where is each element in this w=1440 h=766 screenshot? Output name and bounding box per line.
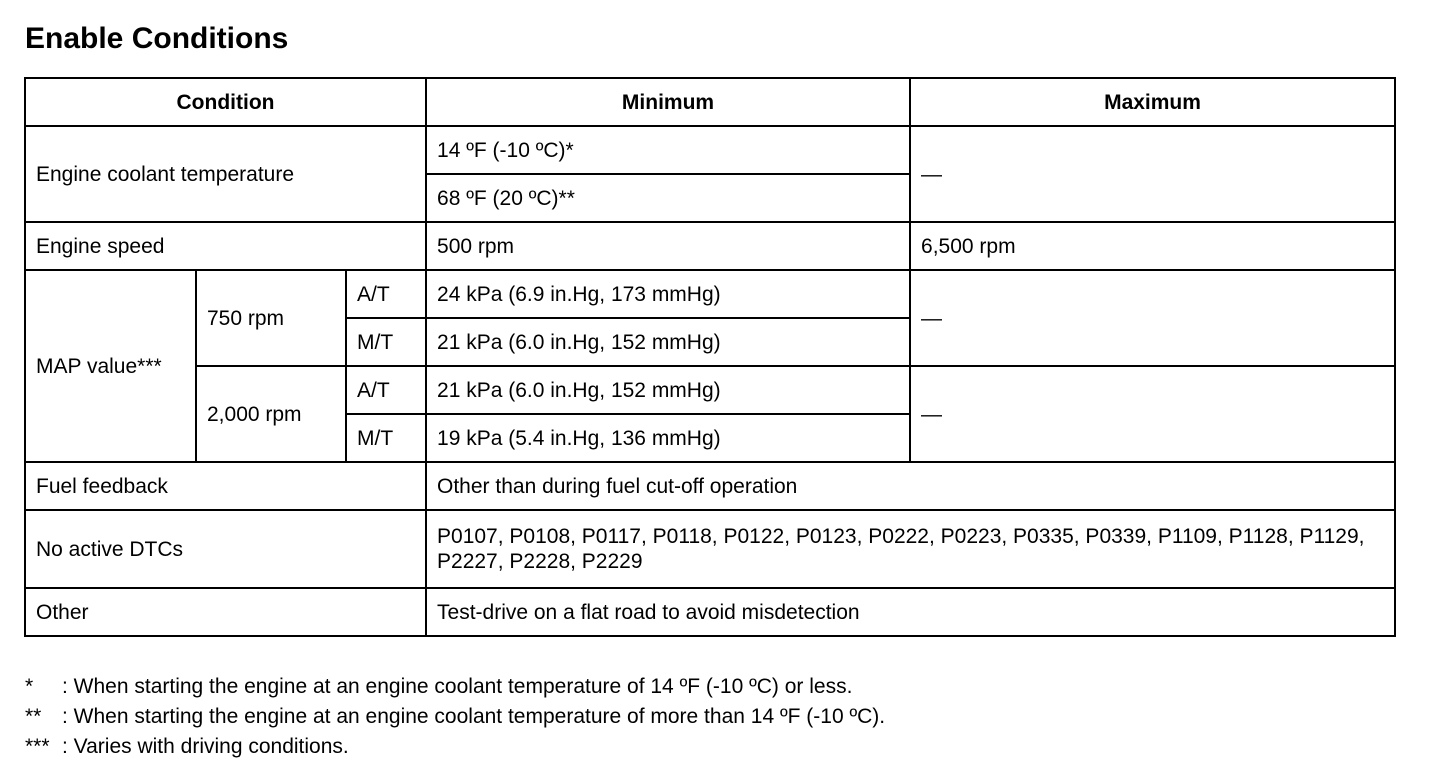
table-row (25, 126, 1395, 174)
map-label: MAP value*** (25, 270, 196, 462)
footnote-text: : When starting the engine at an engine coolant temperature of 14 ºF (-10 ºC) or less. (62, 675, 853, 698)
coolant-min-1: 14 ºF (-10 ºC)* (426, 126, 910, 174)
other-label: Other (25, 588, 426, 636)
map-750-mt-min: 21 kPa (6.0 in.Hg, 152 mmHg) (426, 318, 910, 366)
footnote-mark: *** (25, 735, 50, 758)
map-2000-mt: M/T (346, 414, 426, 462)
map-750-at: A/T (346, 270, 426, 318)
map-rpm-2000: 2,000 rpm (196, 366, 346, 462)
map-750-max: — (910, 270, 1395, 366)
coolant-label: Engine coolant temperature (25, 126, 426, 222)
coolant-max: — (910, 126, 1395, 222)
speed-max: 6,500 rpm (910, 222, 1395, 270)
enable-conditions-table (24, 77, 1396, 637)
condition-header: Condition (25, 78, 426, 126)
footnote (25, 732, 885, 762)
page-title: Enable Conditions (25, 22, 289, 55)
footnote (25, 702, 885, 732)
dtc-value: P0107, P0108, P0117, P0118, P0122, P0123, P0222, P0223, P0335, P0339, P1109, P1128, P1129, P2227, P2228, P2229 (426, 510, 1395, 588)
dtc-label: No active DTCs (25, 510, 426, 588)
fuel-value: Other than during fuel cut-off operation (426, 462, 1395, 510)
other-value: Test-drive on a flat road to avoid misdetection (426, 588, 1395, 636)
fuel-label: Fuel feedback (25, 462, 426, 510)
speed-label: Engine speed (25, 222, 426, 270)
footnotes (25, 672, 885, 762)
map-2000-mt-min: 19 kPa (5.4 in.Hg, 136 mmHg) (426, 414, 910, 462)
coolant-min-2: 68 ºF (20 ºC)** (426, 174, 910, 222)
table-row (25, 222, 1395, 270)
map-750-mt: M/T (346, 318, 426, 366)
map-2000-max: — (910, 366, 1395, 462)
map-750-at-min: 24 kPa (6.9 in.Hg, 173 mmHg) (426, 270, 910, 318)
table-row (25, 462, 1395, 510)
footnote-mark: * (25, 675, 34, 698)
table-row (25, 270, 1395, 318)
header-row (25, 78, 1395, 126)
map-2000-at-min: 21 kPa (6.0 in.Hg, 152 mmHg) (426, 366, 910, 414)
speed-min: 500 rpm (426, 222, 910, 270)
table-row (25, 366, 1395, 414)
table-row (25, 588, 1395, 636)
footnote (25, 672, 885, 702)
maximum-header: Maximum (910, 78, 1395, 126)
minimum-header: Minimum (426, 78, 910, 126)
footnote-mark: ** (25, 705, 42, 728)
footnote-text: : When starting the engine at an engine coolant temperature of more than 14 ºF (-10 ºC). (62, 705, 886, 728)
table-row (25, 510, 1395, 588)
map-2000-at: A/T (346, 366, 426, 414)
map-rpm-750: 750 rpm (196, 270, 346, 366)
footnote-text: : Varies with driving conditions. (62, 735, 349, 758)
